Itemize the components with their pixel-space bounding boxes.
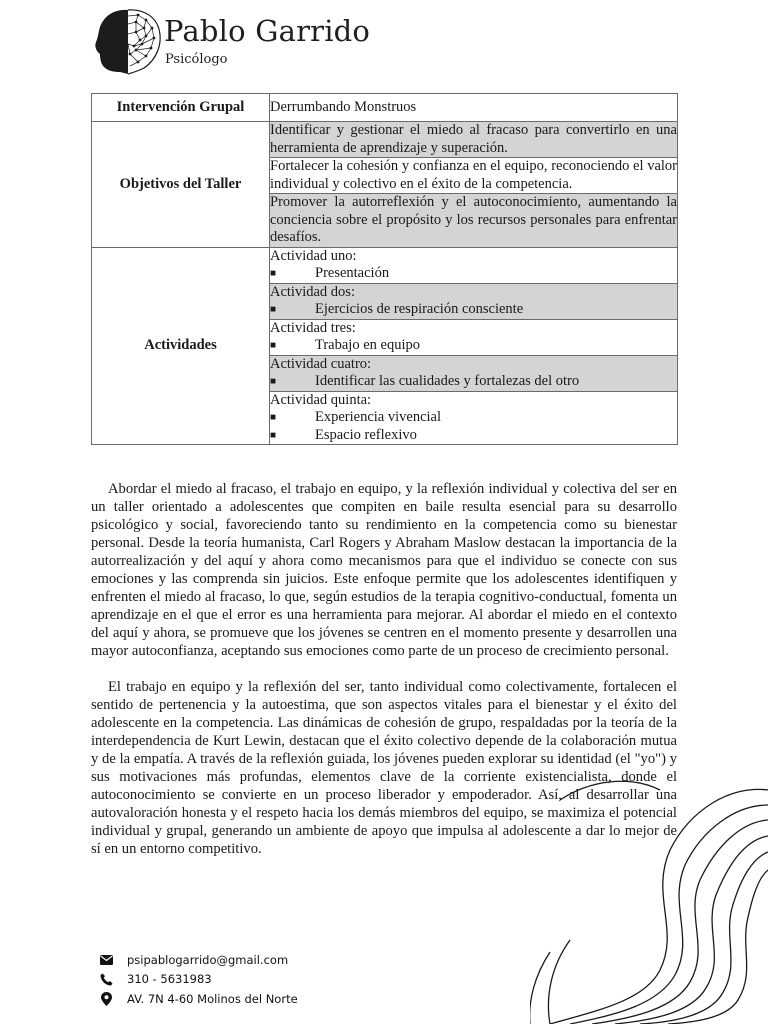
- contact-phone: [98, 970, 298, 989]
- activity-item: [270, 355, 678, 391]
- activity-bullet: Identificar las cualidades y fortalezas del otro: [315, 373, 580, 389]
- table-row-intervention: [92, 94, 678, 122]
- square-bullet-icon: ■: [270, 412, 277, 423]
- list-item: [270, 409, 677, 427]
- square-bullet-icon: ■: [270, 340, 277, 351]
- activity-bullet: Experiencia vivencial: [315, 409, 442, 425]
- activity-bullet: Ejercicios de respiración consciente: [315, 301, 524, 317]
- activity-title: Actividad cuatro:: [270, 355, 372, 372]
- table-row-activity: [92, 247, 678, 283]
- objective-item: Fortalecer la cohesión y confianza en el equipo, reconociendo el valor individual y colectivo en el éxito de la competencia.: [270, 158, 677, 192]
- activity-title: Actividad tres:: [270, 319, 356, 336]
- square-bullet-icon: ■: [270, 268, 277, 279]
- paragraph: Abordar el miedo al fracaso, el trabajo en equipo, y la reflexión individual y colectiva del ser en un taller orientado a adolescentes que compiten en baile resulta esencial para su desarrollo psicológico y social, favoreciendo tanto su rendimiento en la competencia como su bienestar personal. Desde la teoría humanista, Carl Rogers y Abraham Maslow destacan la importancia de la autorrealización y del aquí y ahora como mecanismos para que el individuo se conecte con sus emociones y las comprenda sin juicios. Este enfoque permite que los adolescentes identifiquen y enfrenten el miedo al fracaso, lo que, según estudios de la terapia cognitivo-conductual, fomenta un aprendizaje en el que el error es una herramienta para mejorar. Al abordar el miedo en el contexto del aquí y ahora, se promueve que los jóvenes se centren en el momento presente y desarrollen una mayor autoconfianza, aceptando sus emociones como parte de un proceso de crecimiento personal.: [91, 481, 677, 659]
- envelope-icon: [98, 953, 114, 967]
- activity-title: Actividad quinta:: [270, 391, 372, 408]
- location-pin-icon: [98, 992, 114, 1006]
- list-item: [270, 337, 677, 355]
- square-bullet-icon: ■: [270, 429, 277, 441]
- activity-item: [270, 247, 678, 283]
- activities-label: Actividades: [92, 247, 270, 445]
- workshop-table: [91, 93, 678, 445]
- list-item: [270, 265, 677, 283]
- email-text[interactable]: psipablogarrido@gmail.com: [127, 952, 289, 967]
- list-item: [270, 301, 677, 319]
- objective-item: Promover la autorreflexión y el autoconocimiento, aumentando la conciencia sobre el propósito y los recursos personales para enfrentar desafíos.: [270, 194, 677, 245]
- activity-item: [270, 283, 678, 319]
- phone-text[interactable]: 310 - 5631983: [127, 972, 212, 986]
- objectives-label: Objetivos del Taller: [92, 122, 270, 248]
- activity-bullet: Trabajo en equipo: [315, 337, 420, 353]
- activity-item: [270, 391, 678, 445]
- paragraph: El trabajo en equipo y la reflexión del ser, tanto individual como colectivamente, fortalecen el sentido de pertenencia y la autoestima, que son aspectos vitales para el bienestar y el éxito del adolescente en la competencia. Las dinámicas de cohesión de grupo, respaldadas por la teoría de la interdependencia de Kurt Lewin, destacan que el éxito colectivo depende de la colaboración mutua y de la empatía. A través de la reflexión guiada, los jóvenes pueden explorar su identidad (el "yo") y sus motivaciones más profundas, elementos clave de la corriente existencialista, donde el autoconocimiento se convierte en un proceso liberador y empoderador. Así, al desarrollar una autovaloración honesta y el respeto hacia los demás miembros del equipo, se maximiza el potencial individual y grupal, generando un ambiente de apoyo que impulsa al adolescente a dar lo mejor de sí en un entorno competitivo.: [91, 679, 677, 857]
- phone-icon: [98, 972, 114, 986]
- intervention-value: Derrumbando Monstruos: [270, 94, 678, 122]
- brain-profile-logo-icon: [94, 6, 164, 78]
- list-item: [270, 373, 677, 391]
- list-item: [270, 427, 677, 445]
- brand-logo: [94, 6, 384, 80]
- contact-list: [98, 950, 298, 1009]
- activity-bullet: Presentación: [315, 265, 390, 281]
- table-row-objective: [92, 122, 678, 158]
- square-bullet-icon: ■: [270, 304, 277, 315]
- activity-title: Actividad dos:: [270, 283, 355, 300]
- brand-name: Pablo Garrido: [164, 14, 371, 48]
- intervention-label: Intervención Grupal: [92, 94, 270, 122]
- address-text: AV. 7N 4-60 Molinos del Norte: [127, 991, 298, 1006]
- contact-address: [98, 989, 298, 1008]
- brand-subtitle: Psicólogo: [165, 52, 228, 67]
- activity-bullet: Espacio reflexivo: [315, 426, 417, 443]
- square-bullet-icon: ■: [270, 376, 277, 387]
- activity-item: [270, 319, 678, 355]
- objective-item: Identificar y gestionar el miedo al fracaso para convertirlo en una herramienta de aprendizaje y superación.: [270, 122, 677, 156]
- activity-title: Actividad uno:: [270, 247, 357, 264]
- contact-email: [98, 950, 298, 969]
- decorative-wave-lines: [530, 770, 768, 1024]
